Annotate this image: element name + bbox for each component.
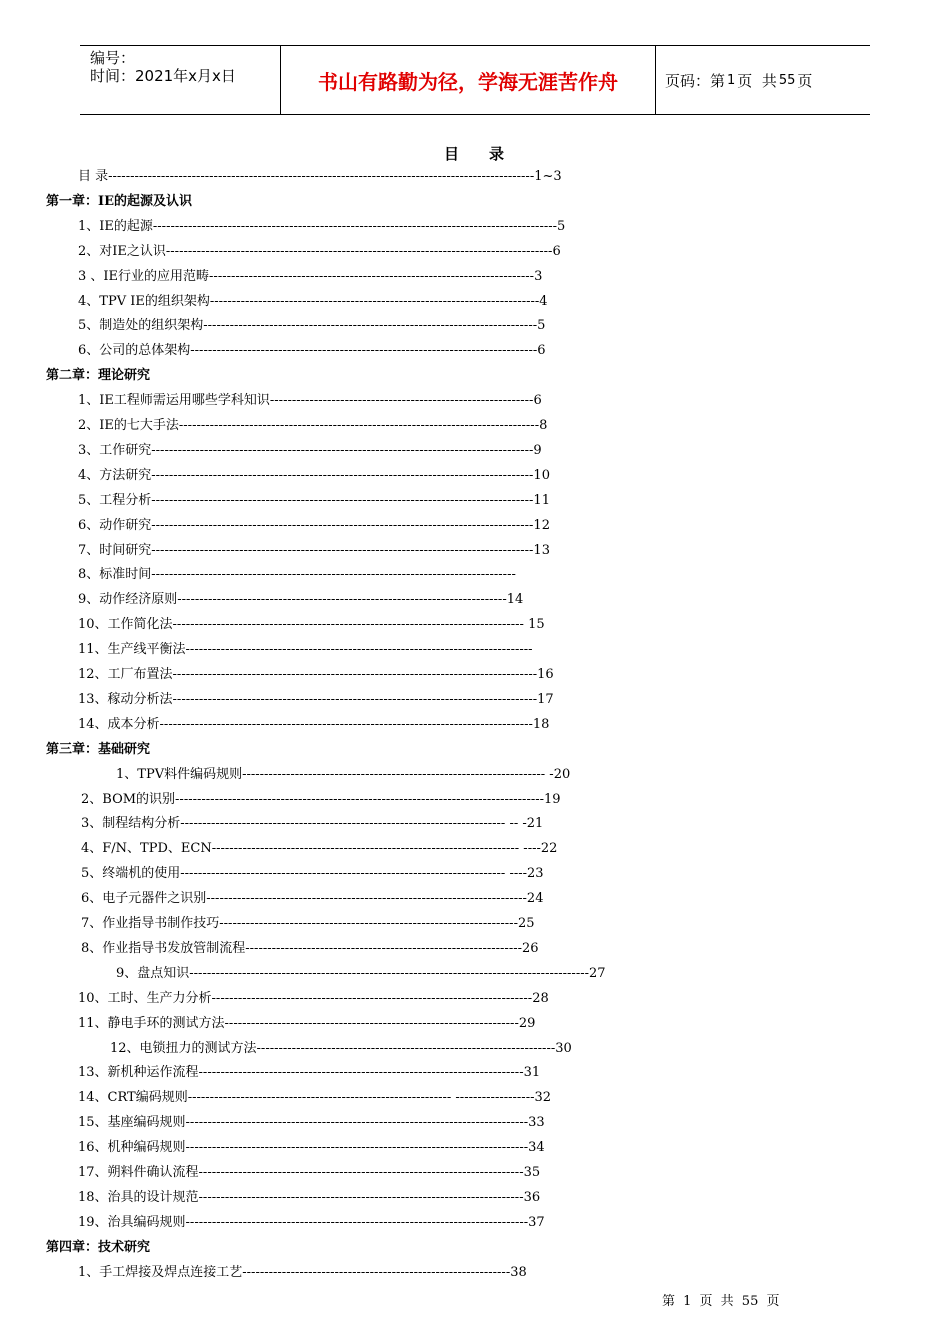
page-prefix: 页码：第 [665,71,726,90]
toc-entry: 18、治具的设计规范--------------------------------------------------------------------------36 [78,1189,541,1205]
page-mid: 页 共 [737,71,777,90]
page-total: 55 [778,72,796,88]
toc-entry: 7、时间研究---------------------------------------------------------------------------------------13 [78,542,550,558]
toc-entry: 15、基座编码规则------------------------------------------------------------------------------33 [78,1115,545,1131]
toc-entry: 11、静电手环的测试方法-------------------------------------------------------------------29 [78,1015,536,1031]
toc-entry: 4、方法研究---------------------------------------------------------------------------------------10 [78,467,550,483]
chapter-heading: 第四章：技术研究 [46,1239,151,1255]
toc-entry: 5、工程分析---------------------------------------------------------------------------------------11 [78,492,550,508]
toc-entry: 10、工作简化法-------------------------------------------------------------------------------- 15 [78,617,545,633]
header-meta [80,46,281,114]
toc-entry: 8、作业指导书发放管制流程---------------------------------------------------------------26 [81,940,539,956]
toc-entry: 19、治具编码规则------------------------------------------------------------------------------37 [78,1214,545,1230]
page-number: 1 [727,72,736,88]
toc-entry: 17、朔料件确认流程--------------------------------------------------------------------------35 [78,1165,541,1180]
toc-entry: 6、动作研究---------------------------------------------------------------------------------------12 [78,517,550,533]
toc-entry: 目 录-------------------------------------------------------------------------------------------------1~3 [78,169,562,184]
header-page-info [656,46,870,114]
toc-entry: 1、IE的起源--------------------------------------------------------------------------------------------5 [78,218,566,234]
page-suffix: 页 [797,71,813,90]
toc-entry: 11、生产线平衡法------------------------------------------------------------------------------- [78,642,533,658]
toc-entry: 3、工作研究---------------------------------------------------------------------------------------9 [78,442,542,458]
toc-entry: 14、成本分析-------------------------------------------------------------------------------------18 [78,716,550,732]
toc-entry: 9、盘点知识-------------------------------------------------------------------------------------------27 [116,965,606,981]
toc-entry: 1、手工焊接及焊点连接工艺-------------------------------------------------------------38 [78,1264,527,1280]
toc-entry: 1、IE工程师需运用哪些学科知识------------------------------------------------------------6 [78,393,542,409]
toc-entry: 6、公司的总体架构-------------------------------------------------------------------------------6 [78,343,546,359]
header-motto: 书山有路勤为径，学海无涯苦作舟 [281,46,656,114]
toc-entry: 2、对IE之认识----------------------------------------------------------------------------------------6 [78,243,561,259]
toc-entry: 3、制程结构分析-------------------------------------------------------------------------- -- -21 [81,816,544,832]
document-header [80,45,870,115]
page-footer: 第 1 页 共 55 页 [662,1294,780,1309]
toc-entry: 8、标准时间----------------------------------------------------------------------------------- [78,567,516,583]
toc-entry: 4、TPV IE的组织架构---------------------------------------------------------------------------4 [78,293,548,309]
toc-entry: 2、BOM的识别------------------------------------------------------------------------------------19 [81,791,561,807]
toc-entry: 6、电子元器件之识别-------------------------------------------------------------------------24 [81,891,544,907]
toc-entry: 2、IE的七大手法----------------------------------------------------------------------------------8 [78,418,548,433]
toc-entry: 5、制造处的组织架构----------------------------------------------------------------------------5 [78,318,546,334]
toc-entry: 12、工厂布置法-----------------------------------------------------------------------------------16 [78,667,554,682]
toc-entry: 14、CRT编码规则------------------------------------------------------------ ------------------32 [78,1090,552,1106]
toc-entry: 1、TPV料件编码规则--------------------------------------------------------------------- -20 [116,766,571,782]
toc-entry: 3 、IE行业的应用范畴--------------------------------------------------------------------------3 [78,268,543,284]
toc-entry: 4、F/N、TPD、ECN---------------------------------------------------------------------- ----22 [81,841,558,857]
toc-entry: 13、新机种运作流程--------------------------------------------------------------------------31 [78,1065,541,1081]
chapter-heading: 第二章：理论研究 [46,368,151,384]
toc-entry: 10、工时、生产力分析-------------------------------------------------------------------------28 [78,990,549,1006]
chapter-heading: 第一章：IE的起源及认识 [46,193,192,209]
toc-entry: 9、动作经济原则---------------------------------------------------------------------------14 [78,592,524,608]
toc-entry: 7、作业指导书制作技巧--------------------------------------------------------------------25 [81,916,535,931]
toc-entry: 5、终端机的使用-------------------------------------------------------------------------- ----23 [81,866,544,882]
toc-entry: 16、机种编码规则------------------------------------------------------------------------------34 [78,1140,545,1156]
toc-entry: 12、电锁扭力的测试方法--------------------------------------------------------------------30 [110,1040,572,1056]
number-label: 编号： [90,49,136,67]
chapter-heading: 第三章：基础研究 [46,741,151,757]
time-label: 时间：2021年x月x日 [90,67,236,85]
toc-title: 目录 [443,145,534,163]
toc-entry: 13、稼动分析法-----------------------------------------------------------------------------------17 [78,691,554,707]
